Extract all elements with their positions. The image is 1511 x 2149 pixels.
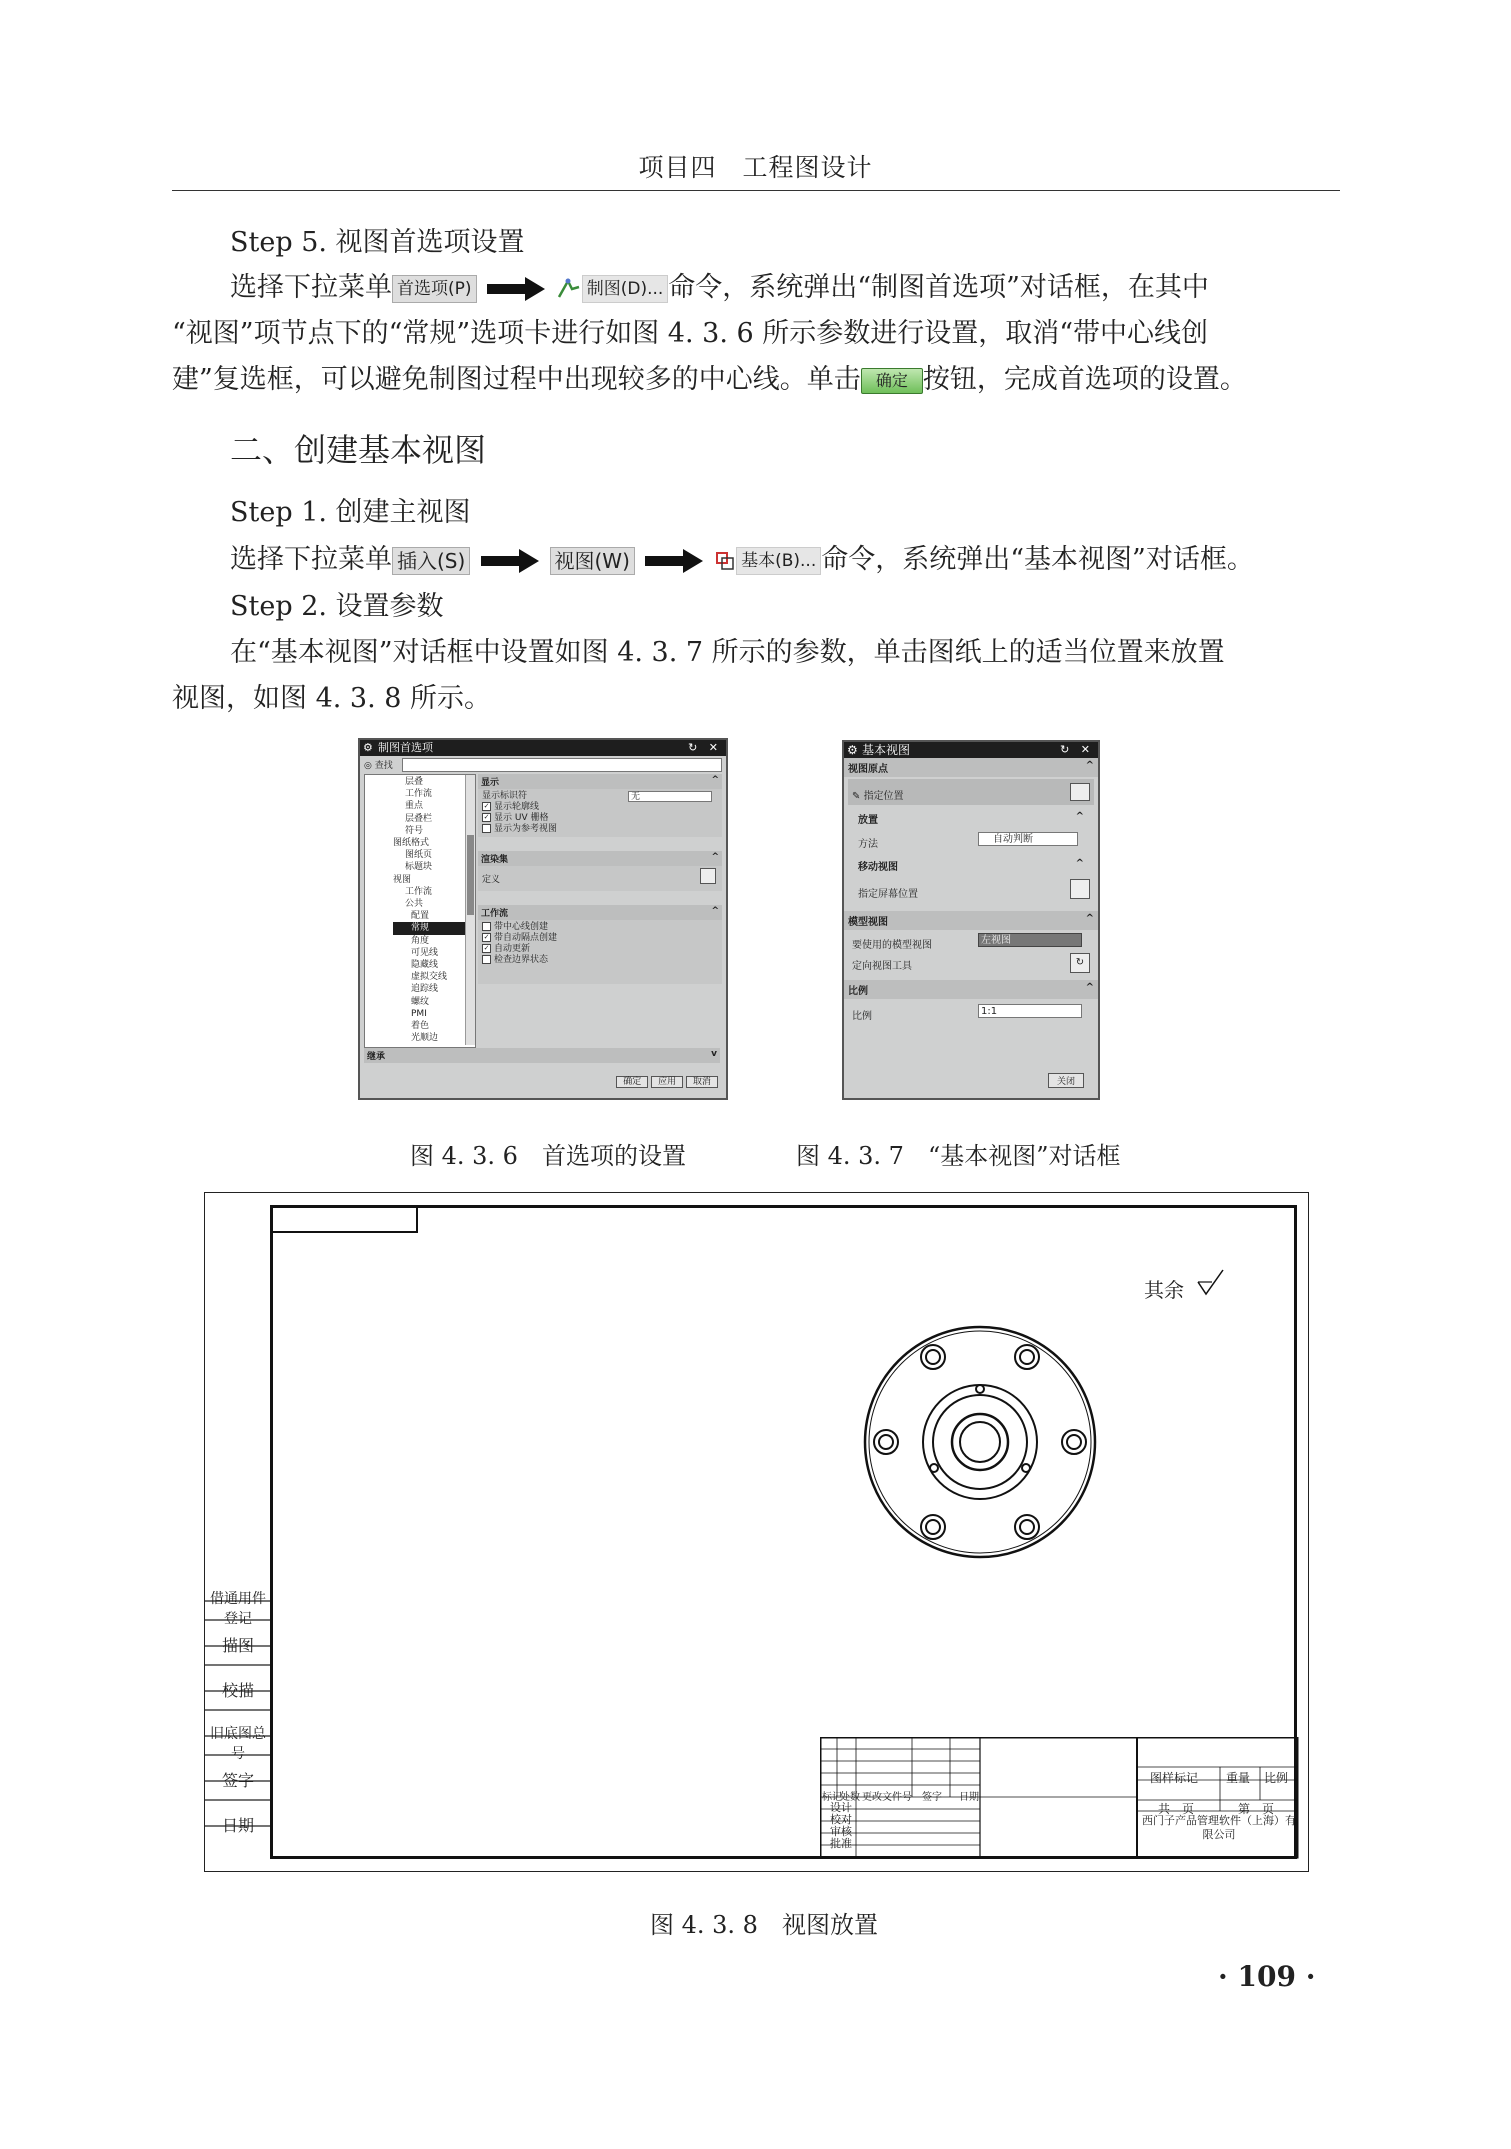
tb-design: 设计	[830, 1801, 852, 1814]
tree-item[interactable]: 图纸页	[405, 850, 433, 861]
dialog-titlebar	[844, 742, 1098, 758]
tb-mark: 标记	[822, 1792, 842, 1803]
tree-item[interactable]: 工作流	[405, 886, 433, 897]
check-boundary[interactable]: 检查边界状态	[482, 955, 718, 966]
step5-line2: “视图”项节点下的“常规”选项卡进行如图 4. 3. 6 所示参数进行设置，取消“带中心线创	[172, 318, 1209, 349]
flange-front-view	[860, 1322, 1100, 1562]
section-workflow: 工作流 ^	[478, 905, 722, 920]
drafting-icon	[556, 277, 582, 301]
drafting-preferences-dialog	[358, 738, 728, 1100]
tree-item[interactable]: 符号	[405, 825, 424, 836]
text: 命令，系统弹出“基本视图”对话框。	[821, 544, 1254, 575]
display-id-select[interactable]: 无	[628, 791, 712, 802]
check-uv-grid[interactable]: ✓ 显示 UV 栅格	[483, 813, 549, 823]
check-auto-update[interactable]: ✓ 自动更新	[483, 944, 531, 954]
tb-review: 审核	[830, 1825, 852, 1838]
menu-insert[interactable]: 插入(S)	[392, 547, 470, 575]
step5-line3	[172, 357, 1247, 403]
section-scale: 比例 ^	[844, 980, 1098, 999]
check-reference-view[interactable]: 显示为参考视图	[482, 824, 718, 835]
corner-box	[270, 1205, 418, 1233]
step1-heading: Step 1. 创建主视图	[230, 497, 471, 528]
close-icon[interactable]: ↻ ✕	[1060, 743, 1094, 756]
search-input[interactable]	[402, 758, 722, 772]
base-view-icon	[714, 550, 736, 572]
text: 模型视图	[848, 917, 888, 928]
text: 继承	[367, 1052, 386, 1062]
step2-line1: 在“基本视图”对话框中设置如图 4. 3. 7 所示的参数，单击图纸上的适当位置来放置	[230, 637, 1225, 668]
tree-item[interactable]: 重点	[405, 801, 424, 812]
dialog-title: 基本视图	[862, 743, 911, 757]
tree-item[interactable]: 公共	[405, 899, 424, 910]
tree-panel	[364, 774, 476, 1048]
render-define-button[interactable]	[700, 868, 716, 884]
section-inherit: 继承 v	[364, 1048, 720, 1063]
text: 按钮，完成首选项的设置。	[922, 364, 1247, 395]
specify-position-button[interactable]	[1070, 783, 1090, 801]
tree-item[interactable]: 光顺边	[411, 1033, 439, 1044]
method-select[interactable]: 自动判断	[978, 832, 1078, 846]
tb-approve: 批准	[830, 1837, 852, 1850]
roughness-symbol-icon	[1196, 1268, 1226, 1296]
orient-tool-button[interactable]: ↻	[1070, 953, 1090, 973]
tree-item[interactable]: 层叠	[405, 777, 424, 787]
section-move-view: 移动视图 ^	[858, 858, 1084, 873]
text: 选择下拉菜单	[230, 272, 392, 303]
tree-item[interactable]: PMI	[411, 1008, 427, 1019]
text: 查找	[374, 761, 393, 771]
specify-screen-label: 指定屏幕位置	[858, 889, 918, 900]
section-model-view: 模型视图 ^	[844, 911, 1098, 930]
scale-select[interactable]: 1:1	[978, 1004, 1082, 1018]
arrow-right-icon	[479, 548, 541, 574]
text: 建”复选框，可以避免制图过程中出现较多的中心线。单击	[172, 364, 861, 395]
tb-scale: 比例	[1264, 1771, 1289, 1785]
header-rule	[172, 190, 1340, 191]
tree-item[interactable]: 标题块	[405, 862, 433, 873]
left-label-4: 签字	[221, 1771, 254, 1790]
tree-item[interactable]: 虚拟交线	[411, 972, 448, 983]
running-header: 项目四 工程图设计	[638, 153, 873, 182]
check-centerline[interactable]: 带中心线创建	[482, 922, 718, 933]
dialog-cancel-button[interactable]: 取消	[686, 1076, 718, 1088]
left-label-1: 描图	[221, 1636, 254, 1655]
text: 显示	[481, 778, 500, 788]
step2-line2: 视图，如图 4. 3. 8 所示。	[172, 683, 492, 714]
tb-drawing-mark: 图样标记	[1150, 1771, 1199, 1785]
tb-total-pages: 共 页	[1158, 1802, 1195, 1816]
tree-item[interactable]: 隐藏线	[411, 960, 439, 971]
tree-item[interactable]: 视图	[393, 874, 412, 885]
render-define-label: 定义	[482, 875, 501, 885]
tree-item[interactable]: 螺纹	[411, 996, 430, 1007]
caption-fig-4-3-8: 图 4. 3. 8 视图放置	[650, 1911, 878, 1939]
dialog-apply-button[interactable]: 应用	[651, 1076, 683, 1088]
text: 工作流	[481, 909, 509, 919]
scale-label: 比例	[852, 1011, 872, 1022]
text: 渲染集	[481, 855, 509, 865]
tb-change-doc: 更改文件号	[862, 1792, 912, 1803]
check-auto-anchor[interactable]: ✓ 带自动隔点创建	[483, 933, 558, 943]
model-view-label: 要使用的模型视图	[852, 940, 932, 951]
tree-item[interactable]: 追踪线	[411, 984, 439, 995]
step5-line1	[230, 265, 1209, 311]
tb-check: 校对	[830, 1813, 852, 1826]
menu-view[interactable]: 视图(W)	[550, 547, 635, 575]
menu-base[interactable]: 基本(B)...	[736, 547, 821, 575]
tree-item[interactable]: 图纸格式	[393, 838, 430, 849]
close-icon[interactable]: ↻ ✕	[688, 741, 722, 754]
section-title: 二、创建基本视图	[230, 431, 487, 469]
arrow-right-icon	[643, 548, 705, 574]
specify-screen-button[interactable]	[1070, 879, 1090, 899]
display-id-label: 显示标识符	[482, 791, 528, 801]
tb-date: 日期	[959, 1792, 979, 1803]
dialog-ok-button[interactable]: 确定	[616, 1076, 648, 1088]
step5-heading: Step 5. 视图首选项设置	[230, 227, 525, 258]
left-label-5: 日期	[221, 1816, 254, 1835]
section-view-origin: 视图原点 ^	[844, 758, 1098, 777]
gear-icon: ⚙	[363, 741, 373, 754]
step2-heading: Step 2. 设置参数	[230, 591, 444, 622]
text: 视图原点	[848, 764, 888, 775]
text: 命令，系统弹出“制图首选项”对话框，在其中	[668, 272, 1209, 303]
tree-item[interactable]: 角度	[411, 935, 430, 946]
tb-page-no: 第 页	[1238, 1802, 1275, 1816]
tree-item[interactable]: 常规	[393, 922, 475, 934]
specify-position-label: ✎ 指定位置	[852, 791, 904, 802]
dialog-close-button[interactable]: 关闭	[1048, 1073, 1084, 1088]
caption-fig-4-3-6: 图 4. 3. 6 首选项的设置	[410, 1142, 686, 1170]
text: 选择下拉菜单	[230, 544, 392, 575]
model-view-select[interactable]: 左视图	[978, 933, 1082, 947]
left-stamp-lines	[204, 1575, 272, 1859]
tree-item[interactable]: 可见线	[411, 947, 439, 958]
arrow-right-icon	[485, 276, 547, 302]
base-view-dialog	[842, 740, 1100, 1100]
tb-weight: 重量	[1226, 1771, 1251, 1785]
tree-item[interactable]: 工作流	[405, 789, 433, 800]
tb-sign: 签字	[922, 1792, 942, 1803]
section-display: 显示 ^	[478, 774, 722, 789]
gear-icon: ⚙	[847, 743, 858, 757]
dialog-buttons	[616, 1074, 718, 1087]
menu-preferences[interactable]: 首选项(P)	[392, 275, 477, 303]
section-placement: 放置 ^	[858, 811, 1084, 826]
roughness-note	[1144, 1274, 1184, 1303]
tree-item[interactable]: 配置	[411, 911, 430, 922]
tree-item[interactable]: 着色	[411, 1021, 430, 1032]
tb-count: 处数	[840, 1792, 860, 1803]
tree-item[interactable]: 层叠栏	[405, 813, 433, 824]
section-render-set: 渲染集 ^	[478, 851, 722, 866]
caption-fig-4-3-7: 图 4. 3. 7 “基本视图”对话框	[796, 1142, 1121, 1170]
method-label: 方法	[858, 839, 878, 850]
settings-panel	[478, 774, 722, 1046]
left-label-0: 借通用件登记	[210, 1591, 266, 1627]
menu-drafting[interactable]: 制图(D)...	[582, 275, 669, 303]
tree-scrollbar[interactable]	[465, 775, 475, 1045]
orient-tool-label: 定向视图工具	[852, 961, 912, 972]
dialog-title: 制图首选项	[378, 741, 433, 754]
left-label-3: 旧底图总号	[210, 1726, 266, 1762]
text: 其余	[1144, 1278, 1184, 1302]
step1-line	[230, 537, 1254, 583]
text: 比例	[848, 986, 868, 997]
ok-button[interactable]: 确定	[861, 368, 923, 394]
left-label-2: 校描	[221, 1681, 254, 1700]
page-number: · 109 ·	[1218, 1960, 1316, 1993]
tb-company: 西门子产品管理软件（上海）有限公司	[1142, 1814, 1296, 1841]
search-label: ◎ 查找	[364, 761, 393, 771]
check-outline[interactable]: ✓ 显示轮廓线	[483, 802, 540, 812]
dialog-titlebar	[360, 740, 726, 756]
